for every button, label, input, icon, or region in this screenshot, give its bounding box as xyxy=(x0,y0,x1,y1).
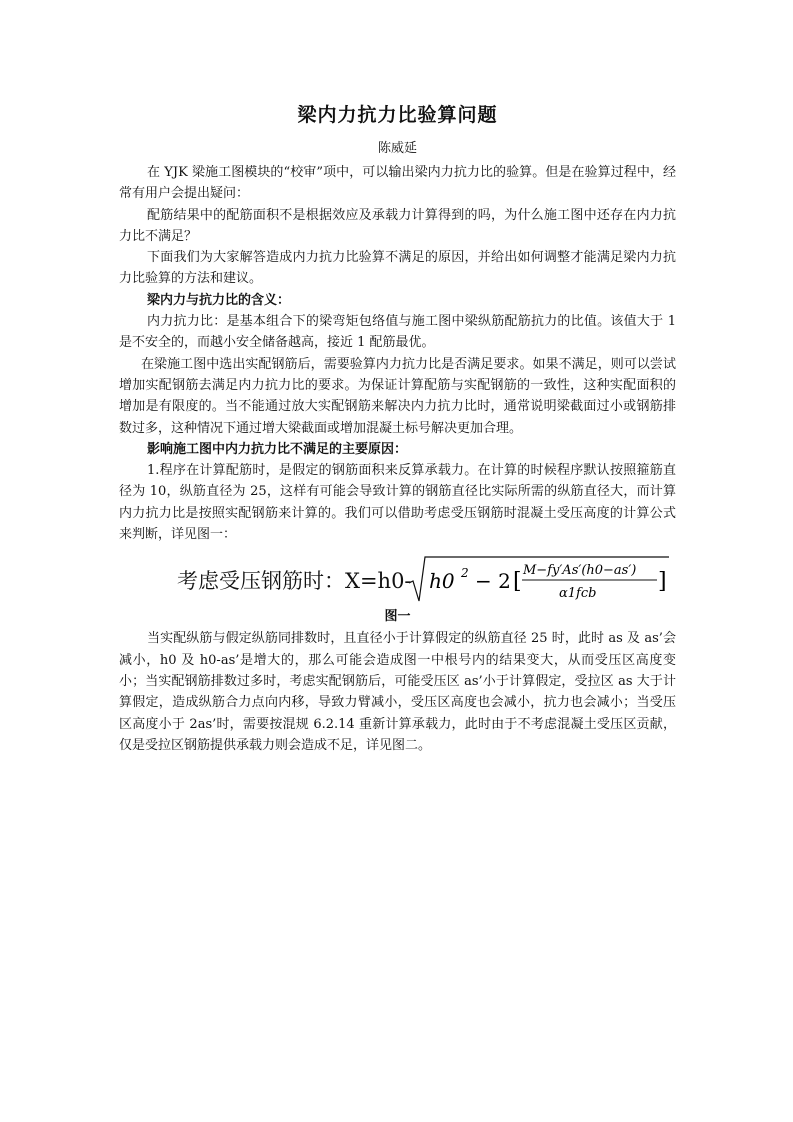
author-name: 陈威延 xyxy=(377,141,417,156)
section-heading-meaning: 梁内力与抗力比的含义： xyxy=(147,292,291,308)
formula-exponent: 2 xyxy=(461,566,469,581)
document-page xyxy=(119,100,676,756)
intro-paragraph-2: 配筋结果中的配筋面积不是根据效应及承载力计算得到的吗，为什么施工图中还存在内力抗力比不满足？ xyxy=(119,207,676,244)
formula-minus-two: − 2 xyxy=(475,569,511,594)
intro-paragraph-1: 在 YJK 梁施工图模块的“校审”项中，可以输出梁内力抗力比的验算。但是在验算过程中，经常有用户会提出疑问： xyxy=(119,165,676,202)
formula-left-bracket: [ xyxy=(513,569,522,595)
formula-root-expression xyxy=(409,555,669,603)
meaning-paragraph-1: 内力抗力比：是基本组合下的梁弯矩包络值与施工图中梁纵筋配筋抗力的比值。该值大于 1 是不安全的，而越小安全储备越高，接近 1 配筋最优。 xyxy=(119,314,676,351)
causes-paragraph-2: 当实配纵筋与假定纵筋同排数时，且直径小于计算假定的纵筋直径 25 时，此时 as 及 as’会减小，h0 及 h0-as’是增大的，那么可能会造成图一中根号内的结果变大，从而受压区高度变小；当实配钢筋排数过多时，考虑实配钢筋后，可能受压区 as’小于计算假定，受拉区 as 大于计算假定，造成纵筋合力点向内移，导致力臂减小，受压区高度也会减小，抗力也会减小；当受压区高度小于 2as’时，需要按混规 6.2.14 重新计算承载力，此时由于不考虑混凝土受压区贡献，仅是受拉区钢筋提供承载力则会造成不足，详见图二。 xyxy=(119,631,676,753)
formula-figure xyxy=(119,555,676,603)
page-title: 梁内力抗力比验算问题 xyxy=(297,104,498,126)
formula-numerator: 𝑀−𝑓𝑦′𝐴𝑠′(ℎ0−𝑎𝑠′) xyxy=(523,563,637,579)
formula-denominator: 𝛼1𝑓𝑐𝑏 xyxy=(559,586,597,602)
formula-right-bracket: ] xyxy=(658,569,667,595)
formula-lead-text: 考虑受压钢筋时：X=h0- xyxy=(177,569,412,594)
meaning-paragraph-2: 在梁施工图中选出实配钢筋后，需要验算内力抗力比是否满足要求。如果不满足，则可以尝试增加实配钢筋去满足内力抗力比的要求。为保证计算配筋与实配钢筋的一致性，这种实配面积的增加是有限度的。当不能通过放大实配钢筋来解决内力抗力比时，通常说明梁截面过小或钢筋排数过多，这种情况下通过增大梁截面或增加混凝土标号解决更加合理。 xyxy=(119,356,676,436)
formula-h0-term: ℎ0 xyxy=(429,569,455,594)
section-heading-causes: 影响施工图中内力抗力比不满足的主要原因： xyxy=(147,441,408,457)
figure-caption: 图一 xyxy=(384,609,411,625)
causes-paragraph-1: 1.程序在计算配筋时，是假定的钢筋面积来反算承载力。在计算的时候程序默认按照箍筋直径为 10，纵筋直径为 25，这样有可能会导致计算的钢筋直径比实际所需的纵筋直径大，而计算内力抗力比是按照实配钢筋来计算的。我们可以借助考虑受压钢筋时混凝土受压高度的计算公式来判断，详见图一： xyxy=(119,463,676,543)
intro-paragraph-3: 下面我们为大家解答造成内力抗力比验算不满足的原因，并给出如何调整才能满足梁内力抗力比验算的方法和建议。 xyxy=(119,250,676,287)
